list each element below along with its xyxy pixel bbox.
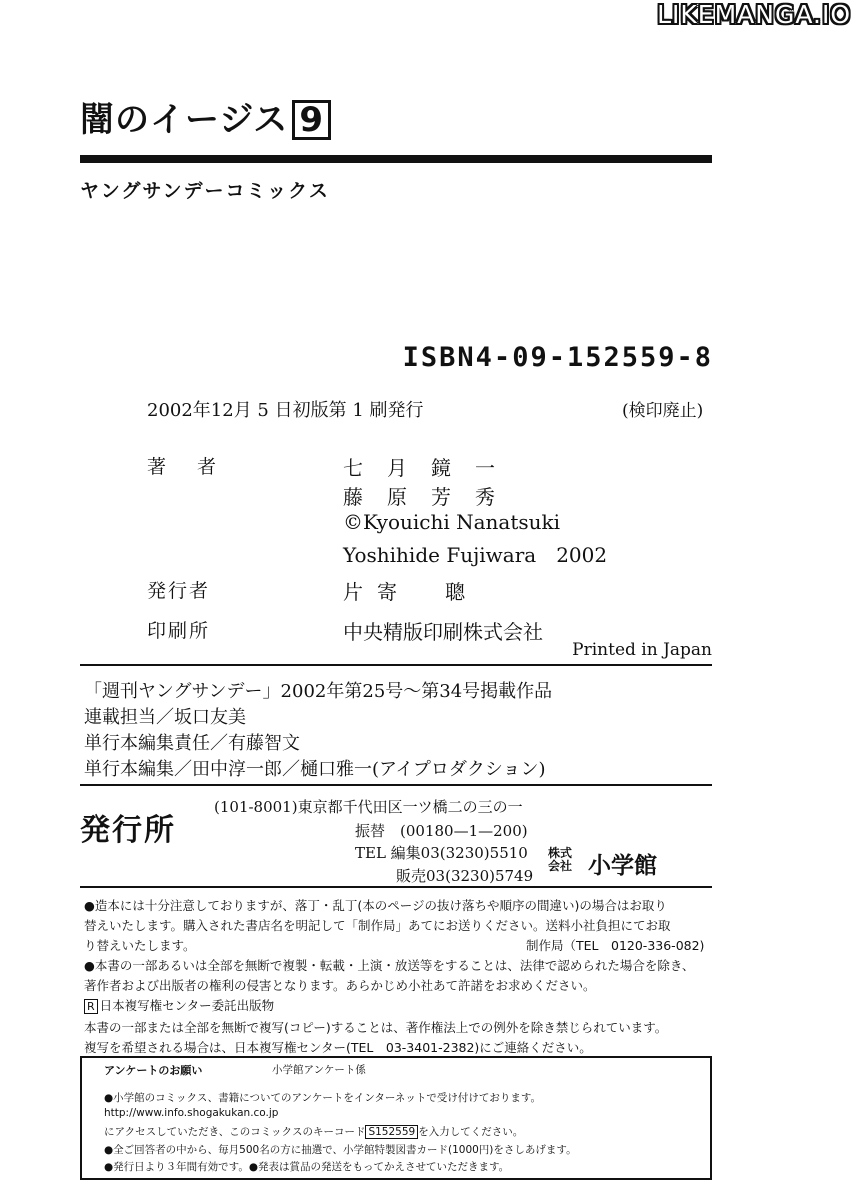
note-line-2: 替えいたします。購入された書店名を明記して「制作局」あてにお送りください。送料小社負担にてお取 — [84, 918, 671, 933]
survey-box — [80, 1056, 712, 1180]
kabushiki-top: 株式 — [548, 846, 573, 860]
note-line-1: ●造本には十分注意しておりますが、落丁・乱丁(本のページの抜け落ちや順序の間違い)の場合はお取り — [84, 898, 667, 913]
printer-label: 印刷所 — [147, 620, 211, 642]
title-divider — [80, 155, 712, 163]
survey-line-3: ●全ご回答者の中から、毎月500名の方に抽選で、小学館特製図書カード(1000円)をさしあげます。 — [104, 1144, 577, 1156]
note-line-3: り替えいたします。 — [84, 938, 196, 953]
serial-editor: 連載担当／坂口友美 — [84, 707, 246, 728]
author-2: 藤原芳秀 — [343, 485, 519, 509]
survey-line-2a: にアクセスしていただき、このコミックスのキーコード — [104, 1126, 366, 1138]
copyright-line-1: ©Kyouichi Nanatsuki — [343, 510, 561, 534]
survey-dept: 小学館アンケート係 — [272, 1064, 366, 1076]
publisher-person: 片寄 聰 — [343, 580, 479, 604]
book-editors: 単行本編集／田中淳一郎／樋口雅一(アイプロダクション) — [84, 759, 546, 780]
r-mark: R — [84, 999, 98, 1014]
survey-url: http://www.info.shogakukan.co.jp — [104, 1107, 279, 1119]
production-tel: 制作局（TEL 0120-336-082) — [526, 938, 705, 953]
volume-number: 9 — [292, 100, 331, 140]
note-line-8: 複写を希望される場合は、日本複写権センター(TEL 03-3401-2382)にご連絡ください。 — [84, 1040, 592, 1055]
book-editor-chief: 単行本編集責任／有藤智文 — [84, 733, 300, 754]
divider-2 — [80, 784, 712, 786]
survey-line-1: ●小学館のコミックス、書籍についてのアンケートをインターネットで受け付けております。 — [104, 1092, 542, 1104]
isbn: ISBN4-09-152559-8 — [402, 342, 713, 373]
key-code: S152559 — [365, 1125, 418, 1139]
survey-title: アンケートのお願い — [104, 1064, 203, 1077]
printer-name: 中央精版印刷株式会社 — [343, 620, 543, 644]
note-line-4: ●本書の一部あるいは全部を無断で複製・転載・上演・放送等をすることは、法律で認められた場合を除き、 — [84, 958, 695, 973]
survey-line-2b: を入力してください。 — [418, 1126, 524, 1138]
note-line-6-text: 日本複写権センター委託出版物 — [99, 998, 275, 1013]
publisher-person-label: 発行者 — [147, 580, 211, 602]
copyright-line-2: Yoshihide Fujiwara 2002 — [343, 543, 608, 567]
serial-info: 「週刊ヤングサンデー」2002年第25号～第34号掲載作品 — [84, 681, 553, 702]
survey-line-4: ●発行日より３年間有効です。●発表は賞品の発送をもってかえさせていただきます。 — [104, 1161, 510, 1173]
book-title — [80, 92, 331, 141]
survey-line-2 — [104, 1124, 523, 1139]
note-line-7: 本書の一部または全部を無断で複写(コピー)することは、著作権法上での例外を除き禁じられています。 — [84, 1020, 668, 1035]
kabushiki-bottom: 会社 — [548, 859, 573, 873]
note-line-6 — [84, 996, 274, 1014]
edition-date: 2002年12月 5 日初版第 1 刷発行 — [147, 400, 424, 421]
divider-3 — [80, 886, 712, 888]
title-text: 闇のイージス — [80, 100, 289, 140]
divider-1 — [80, 664, 712, 666]
printed-in-japan: Printed in Japan — [572, 640, 712, 660]
series-name: ヤングサンデーコミックス — [80, 180, 330, 202]
publisher-address: (101-8001)東京都千代田区一ツ橋二の三の一 — [214, 798, 523, 816]
author-1: 七月鏡一 — [343, 456, 519, 480]
tel-editorial: TEL 編集03(3230)5510 — [355, 844, 528, 862]
note-line-5: 著作者および出版者の権利の侵害となります。あらかじめ小社あて許諾をお求めください。 — [84, 978, 596, 993]
kabushiki-kaisha — [548, 847, 572, 873]
author-label: 著 者 — [147, 456, 223, 478]
publisher-label: 発行所 — [80, 813, 176, 848]
no-stamp-note: (検印廃止) — [622, 401, 704, 421]
watermark: LIKEMANGA.IO — [657, 0, 851, 29]
publisher-name: 小学館 — [588, 853, 657, 879]
tel-sales: 販売03(3230)5749 — [396, 867, 534, 885]
furikae: 振替 (00180—1—200) — [355, 822, 528, 840]
